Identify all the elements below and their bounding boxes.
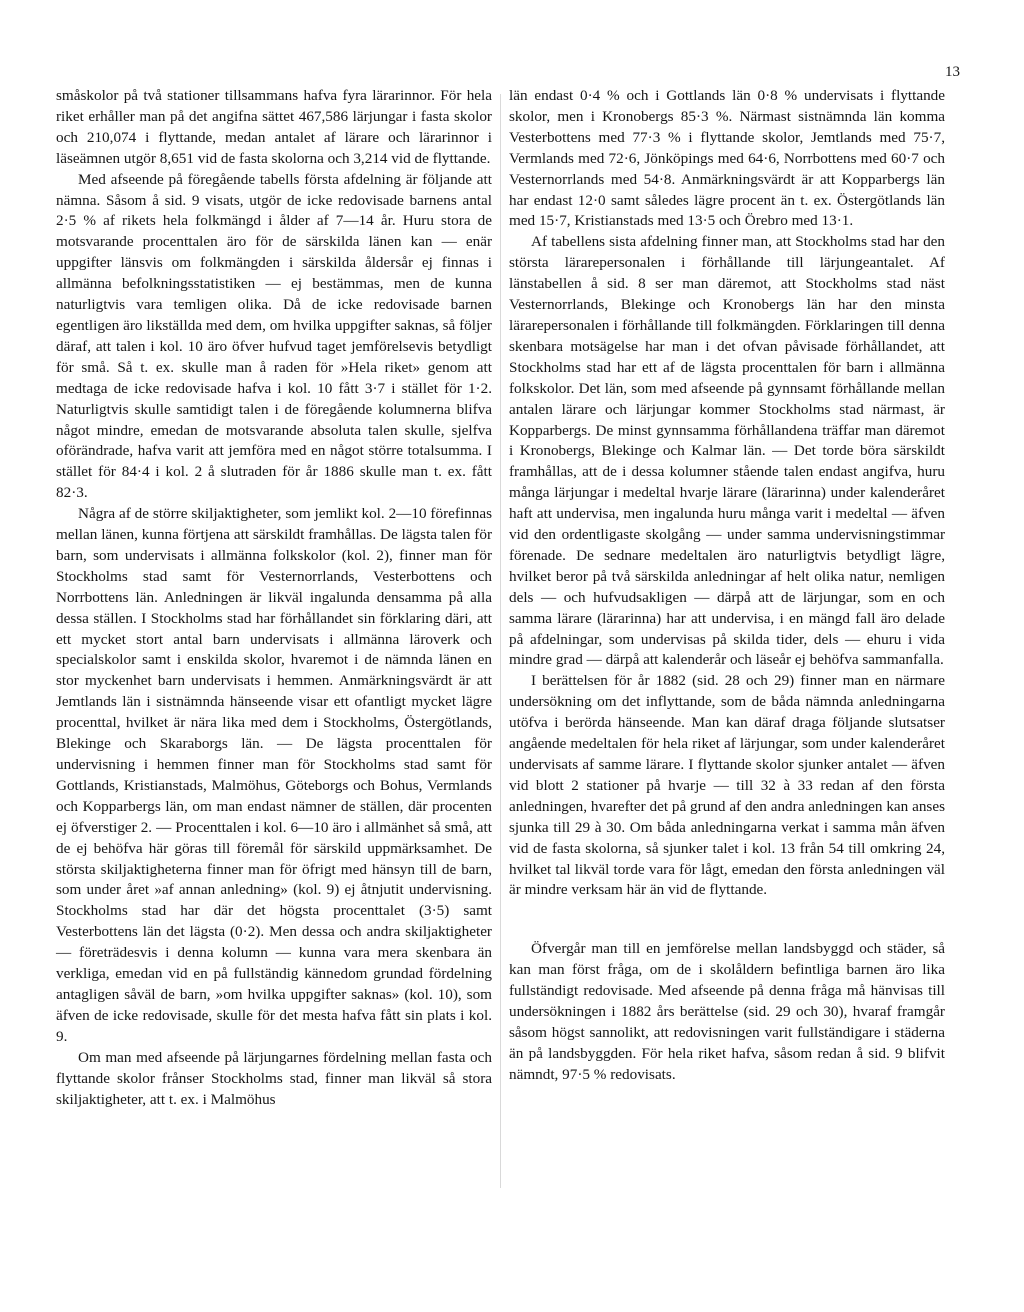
- paragraph: I berättelsen för år 1882 (sid. 28 och 29) finner man en närmare undersökning om det inflyttande, som de båda nämnda anledningarna utöfva i berörda hänseende. Man kan däraf draga följande slutsatser angående medeltalen för hela riket af lärjungar, som under kalenderåret undervisats af samme lärare. I flyttande skolor sjunker antalet — äfven vid blott 2 stationer på hvarje — till 32 à 33 redan af den första anledningen, hvarefter det på grund af den andra anledningen kan anses sjunka till 29 à 30. Om båda anledningarna verkat i samma mån äfven vid de fasta skolorna, så sjunker talet i kol. 13 från 54 till omkring 24, hvilket tal likväl torde vara för lågt, emedan den första anledningen väl är mindre verksam här än vid de flyttande.: [509, 672, 945, 899]
- paragraph: Om man med afseende på lärjungarnes fördelning mellan fasta och flyttande skolor frånser Stockholms stad, finner man likväl så stora skiljaktigheter, att t. ex. i Malmöhus: [56, 1048, 492, 1108]
- column-divider: [500, 94, 501, 1188]
- page-number: 13: [945, 64, 960, 80]
- paragraph: småskolor på två stationer tillsammans hafva fyra lärarinnor. För hela riket erhåller man på det angifna sättet 467,586 lärjungar i fasta skolor och 210,074 i flyttande, medan antalet af lärare och lärarinnor i läseämnen utgör 8,651 vid de fasta skolorna och 3,214 vid de flyttande.: [56, 87, 492, 167]
- left-text-column: [56, 86, 492, 1110]
- paragraph: län endast 0·4 % och i Gottlands län 0·8 % undervisats i flyttande skolor, men i Kronobergs 85·3 %. Närmast sistnämnda län komma Vesterbottens med 77·3 % i flyttande skolor, Jemtlands med 75·7, Vermlands med 72·6, Jönköpings med 64·6, Norrbottens med 60·7 och Vesternorrlands med 54·8. Anmärkningsvärdt är att Kopparbergs län har endast 12·0 samt således lägre procent än t. ex. Östergötlands län med 15·7, Kristianstads med 13·5 och Örebro med 13·1.: [509, 87, 945, 230]
- paragraph: Med afseende på föregående tabells första afdelning är följande att nämna. Såsom å sid. 9 visats, utgör de icke redovisade barnens antal 2·5 % af rikets hela folkmängd i ålder af 7—14 år. Huru stora de motsvarande procenttalen äro för de särskilda länen kan — enär uppgifter länsvis om folkmängden i särskilda åldersår ej finnas i allmänna befolkningsstatistiken — ej bestämmas, men de kunna naturligtvis vara temligen olika. Då de icke redovisade barnen egentligen äro likställda med dem, om hvilka uppgifter saknas, så följer däraf, att talen i kol. 10 äro öfver hufvud taget jemförelsevis betydligt för små. Så t. ex. skulle man å raden för »Hela riket» genom att medtaga de icke redovisade hafva i kol. 10 fått 3·7 i stället för 1·2. Naturligtvis skulle samtidigt talen i de föregående kolumnerna blifva något mindre, emedan de motsvarande absoluta talen skulle, sjelfva oförändrade, hafva varit att jemföra med en något större totalsumma. I stället för 84·4 i kol. 2 å slutraden för år 1886 skulle man t. ex. fått 82·3.: [56, 170, 492, 502]
- paragraph: Några af de större skiljaktigheter, som jemlikt kol. 2—10 förefinnas mellan länen, kunna förtjena att särskildt framhållas. De lägsta talen för barn, som undervisats i allmänna folkskolor (kol. 2), finner man för Stockholms stad samt för Vesternorrlands, Vesterbottens och Norrbottens län. Anledningen är likväl ingalunda densamma på alla dessa ställen. I Stockholms stad har förhållandet sin förklaring däri, att ett mycket stort antal barn undervisats i allmänna läroverk och specialskolor samt i enskilda skolor, hvaremot i de nämnda länen en stor myckenhet barn undervisats i hemmen. Anmärkningsvärdt är att Jemtlands län i sistnämnda hänseende visar ett ofantligt mycket lägre procenttal, hvilket är nära lika med dem i Stockholms, Östergötlands, Blekinge och Skaraborgs län. — De lägsta procenttalen för undervisning i hemmen finner man för Stockholms stad samt för Gottlands, Kristianstads, Malmöhus, Göteborgs och Bohus, Vermlands och Kopparbergs län, om man endast nämner de ställen, där procenten ej öfverstiger 2. — Procenttalen i kol. 6—10 äro i allmänhet så små, att de ej behöfva här göras till föremål för särskild uppmärksamhet. De största skiljaktigheterna finner man för öfrigt med hänsyn till de barn, som under året »af annan anledning» (kol. 9) ej åtnjutit undervisning. Stockholms stad har där det högsta procenttalet (3·5) samt Vesterbottens län det lägsta (0·2). Men dessa och andra skiljaktigheter — företrädesvis i denna kolumn — kunna vara mera skenbara än verkliga, emedan vid en på fullständig kännedom grundad fördelning antagligen såväl de barn, »om hvilka uppgifter saknas» (kol. 10), som äfven de icke redovisade, skulle för det mesta hafva fått sin plats i kol. 9.: [56, 505, 492, 1045]
- paragraph: Öfvergår man till en jemförelse mellan landsbyggd och städer, så kan man först fråga, om de i skolåldern befintliga barnen äro lika fullständigt redovisade. Med afseende på denna fråga må hänvisas till undersökningen i 1882 års berättelse (sid. 29 och 30), hvaraf framgår såsom högst sannolikt, att redovisningen varit fullständigare i städerna än på landsbyggden. För hela riket hafva, såsom redan å sid. 9 blifvit nämndt, 97·5 % redovisats.: [509, 940, 945, 1083]
- paragraph: Af tabellens sista afdelning finner man, att Stockholms stad har den största lärarepersonalen i förhållande till lärjungeantalet. Af länstabellen å sid. 8 ser man däremot, att Stockholms stad näst Vesternorrlands, Blekinge och Kronobergs län har den minsta lärarepersonalen i förhållande till folkmängden. Förklaringen till denna skenbara motsägelse har man i det ofvan påvisade förhållandet, att Stockholms stad har ett af de lägsta procenttalen för barn i allmänna folkskolor. Det län, som med afseende på gynnsamt förhållande mellan antalen lärare och lärjungar kommer Stockholms stad närmast, är Kopparbergs. De minst gynnsamma förhållandena träffar man däremot i Kronobergs, Blekinge och Kalmar län. — Det torde böra särskildt framhållas, att de i dessa kolumner stående talen endast angifva, huru många lärjungar i medeltal hvarje lärare (lärarinna) under kalenderåret haft att undervisa, men ingalunda huru många varit i medeltal — äfven vid den ordentligaste skolgång — under samma undervisningstimmar förenade. De sednare medeltalen äro naturligtvis betydligt lägre, hvilket beror på två särskilda anledningar af helt olika natur, nemligen dels — och hufvudsakligen — därpå att de lärjungar, som en och samma lärare (lärarinna) har att undervisa, i en mängd fall äro delade på afdelningar, som undervisas på skilda tider, dels — ehuru i vida mindre grad — därpå att kalenderår och läseår ej behöfva sammanfalla.: [509, 233, 945, 669]
- right-text-column: [509, 86, 945, 1086]
